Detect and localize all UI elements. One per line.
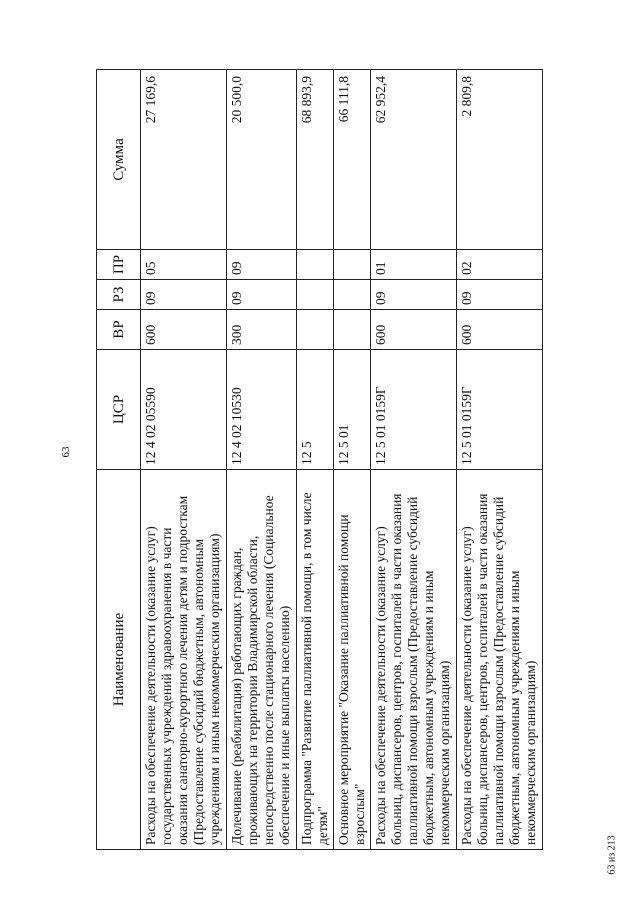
cell-csr: 12 5 01 0159Г bbox=[457, 350, 543, 470]
cell-sum: 2 809,8 bbox=[457, 70, 543, 250]
cell-csr: 12 4 02 05590 bbox=[141, 350, 227, 470]
cell-name: Расходы на обеспечение деятельности (оказание услуг) государственных учреждений здравоохранения в части оказания санаторно-курортного лечения детям и подросткам (Предоставление субсидий бюджетным, автономным учреждениям и иным некоммерческим организациям) bbox=[141, 470, 227, 850]
page-counter-bottom: 63 из 213 bbox=[606, 835, 618, 875]
header-sum: Сумма bbox=[97, 70, 141, 250]
cell-name: Долечивание (реабилитация) работающих граждан, проживающих на территории Владимирской области, непосредственно после стационарного лечения (Социальное обеспечение и иные выплаты населению) bbox=[227, 470, 297, 850]
cell-name: Расходы на обеспечение деятельности (оказание услуг) больниц, диспансеров, центров, госпиталей в части оказания паллиативной помощи взрослым (Предоставление субсидий бюджетным, автономным учреждениям и иным некоммерческим организациям) bbox=[371, 470, 457, 850]
cell-vr bbox=[334, 310, 371, 350]
cell-sum: 66 111,8 bbox=[334, 70, 371, 250]
cell-rz: 09 bbox=[141, 280, 227, 310]
table-row bbox=[141, 70, 227, 850]
table-row bbox=[371, 70, 457, 850]
cell-rz: 09 bbox=[371, 280, 457, 310]
budget-table bbox=[96, 69, 543, 850]
cell-rz: 09 bbox=[227, 280, 297, 310]
budget-table-container bbox=[96, 70, 538, 850]
cell-pr bbox=[334, 250, 371, 280]
cell-name: Основное мероприятие "Оказание паллиативной помощи взрослым" bbox=[334, 470, 371, 850]
cell-pr: 05 bbox=[141, 250, 227, 280]
cell-sum: 62 952,4 bbox=[371, 70, 457, 250]
page-number-top: 63 bbox=[60, 446, 72, 458]
cell-sum: 27 169,6 bbox=[141, 70, 227, 250]
cell-vr: 300 bbox=[227, 310, 297, 350]
cell-vr: 600 bbox=[141, 310, 227, 350]
cell-csr: 12 5 bbox=[297, 350, 334, 470]
cell-rz bbox=[334, 280, 371, 310]
cell-name: Расходы на обеспечение деятельности (оказание услуг) больниц, диспансеров, центров, госпиталей в части оказания паллиативной помощи взрослым (Предоставление субсидий бюджетным, автономным учреждениям и иным некоммерческим организациям) bbox=[457, 470, 543, 850]
table-row bbox=[334, 70, 371, 850]
cell-name: Подпрограмма "Развитие паллиативной помощи, в том числе детям" bbox=[297, 470, 334, 850]
header-pr: ПР bbox=[97, 250, 141, 280]
cell-vr bbox=[297, 310, 334, 350]
table-row bbox=[227, 70, 297, 850]
table-row bbox=[457, 70, 543, 850]
header-rz: РЗ bbox=[97, 280, 141, 310]
table-row bbox=[297, 70, 334, 850]
budget-table-rotated bbox=[96, 70, 538, 850]
table-header-row bbox=[97, 70, 141, 850]
cell-rz bbox=[297, 280, 334, 310]
header-vr: ВР bbox=[97, 310, 141, 350]
cell-sum: 68 893,9 bbox=[297, 70, 334, 250]
cell-pr bbox=[297, 250, 334, 280]
header-csr: ЦСР bbox=[97, 350, 141, 470]
header-name: Наименование bbox=[97, 470, 141, 850]
cell-rz: 09 bbox=[457, 280, 543, 310]
cell-sum: 20 500,0 bbox=[227, 70, 297, 250]
cell-pr: 09 bbox=[227, 250, 297, 280]
cell-pr: 01 bbox=[371, 250, 457, 280]
cell-vr: 600 bbox=[457, 310, 543, 350]
cell-csr: 12 4 02 10530 bbox=[227, 350, 297, 470]
cell-csr: 12 5 01 0159Г bbox=[371, 350, 457, 470]
cell-pr: 02 bbox=[457, 250, 543, 280]
cell-vr: 600 bbox=[371, 310, 457, 350]
cell-csr: 12 5 01 bbox=[334, 350, 371, 470]
